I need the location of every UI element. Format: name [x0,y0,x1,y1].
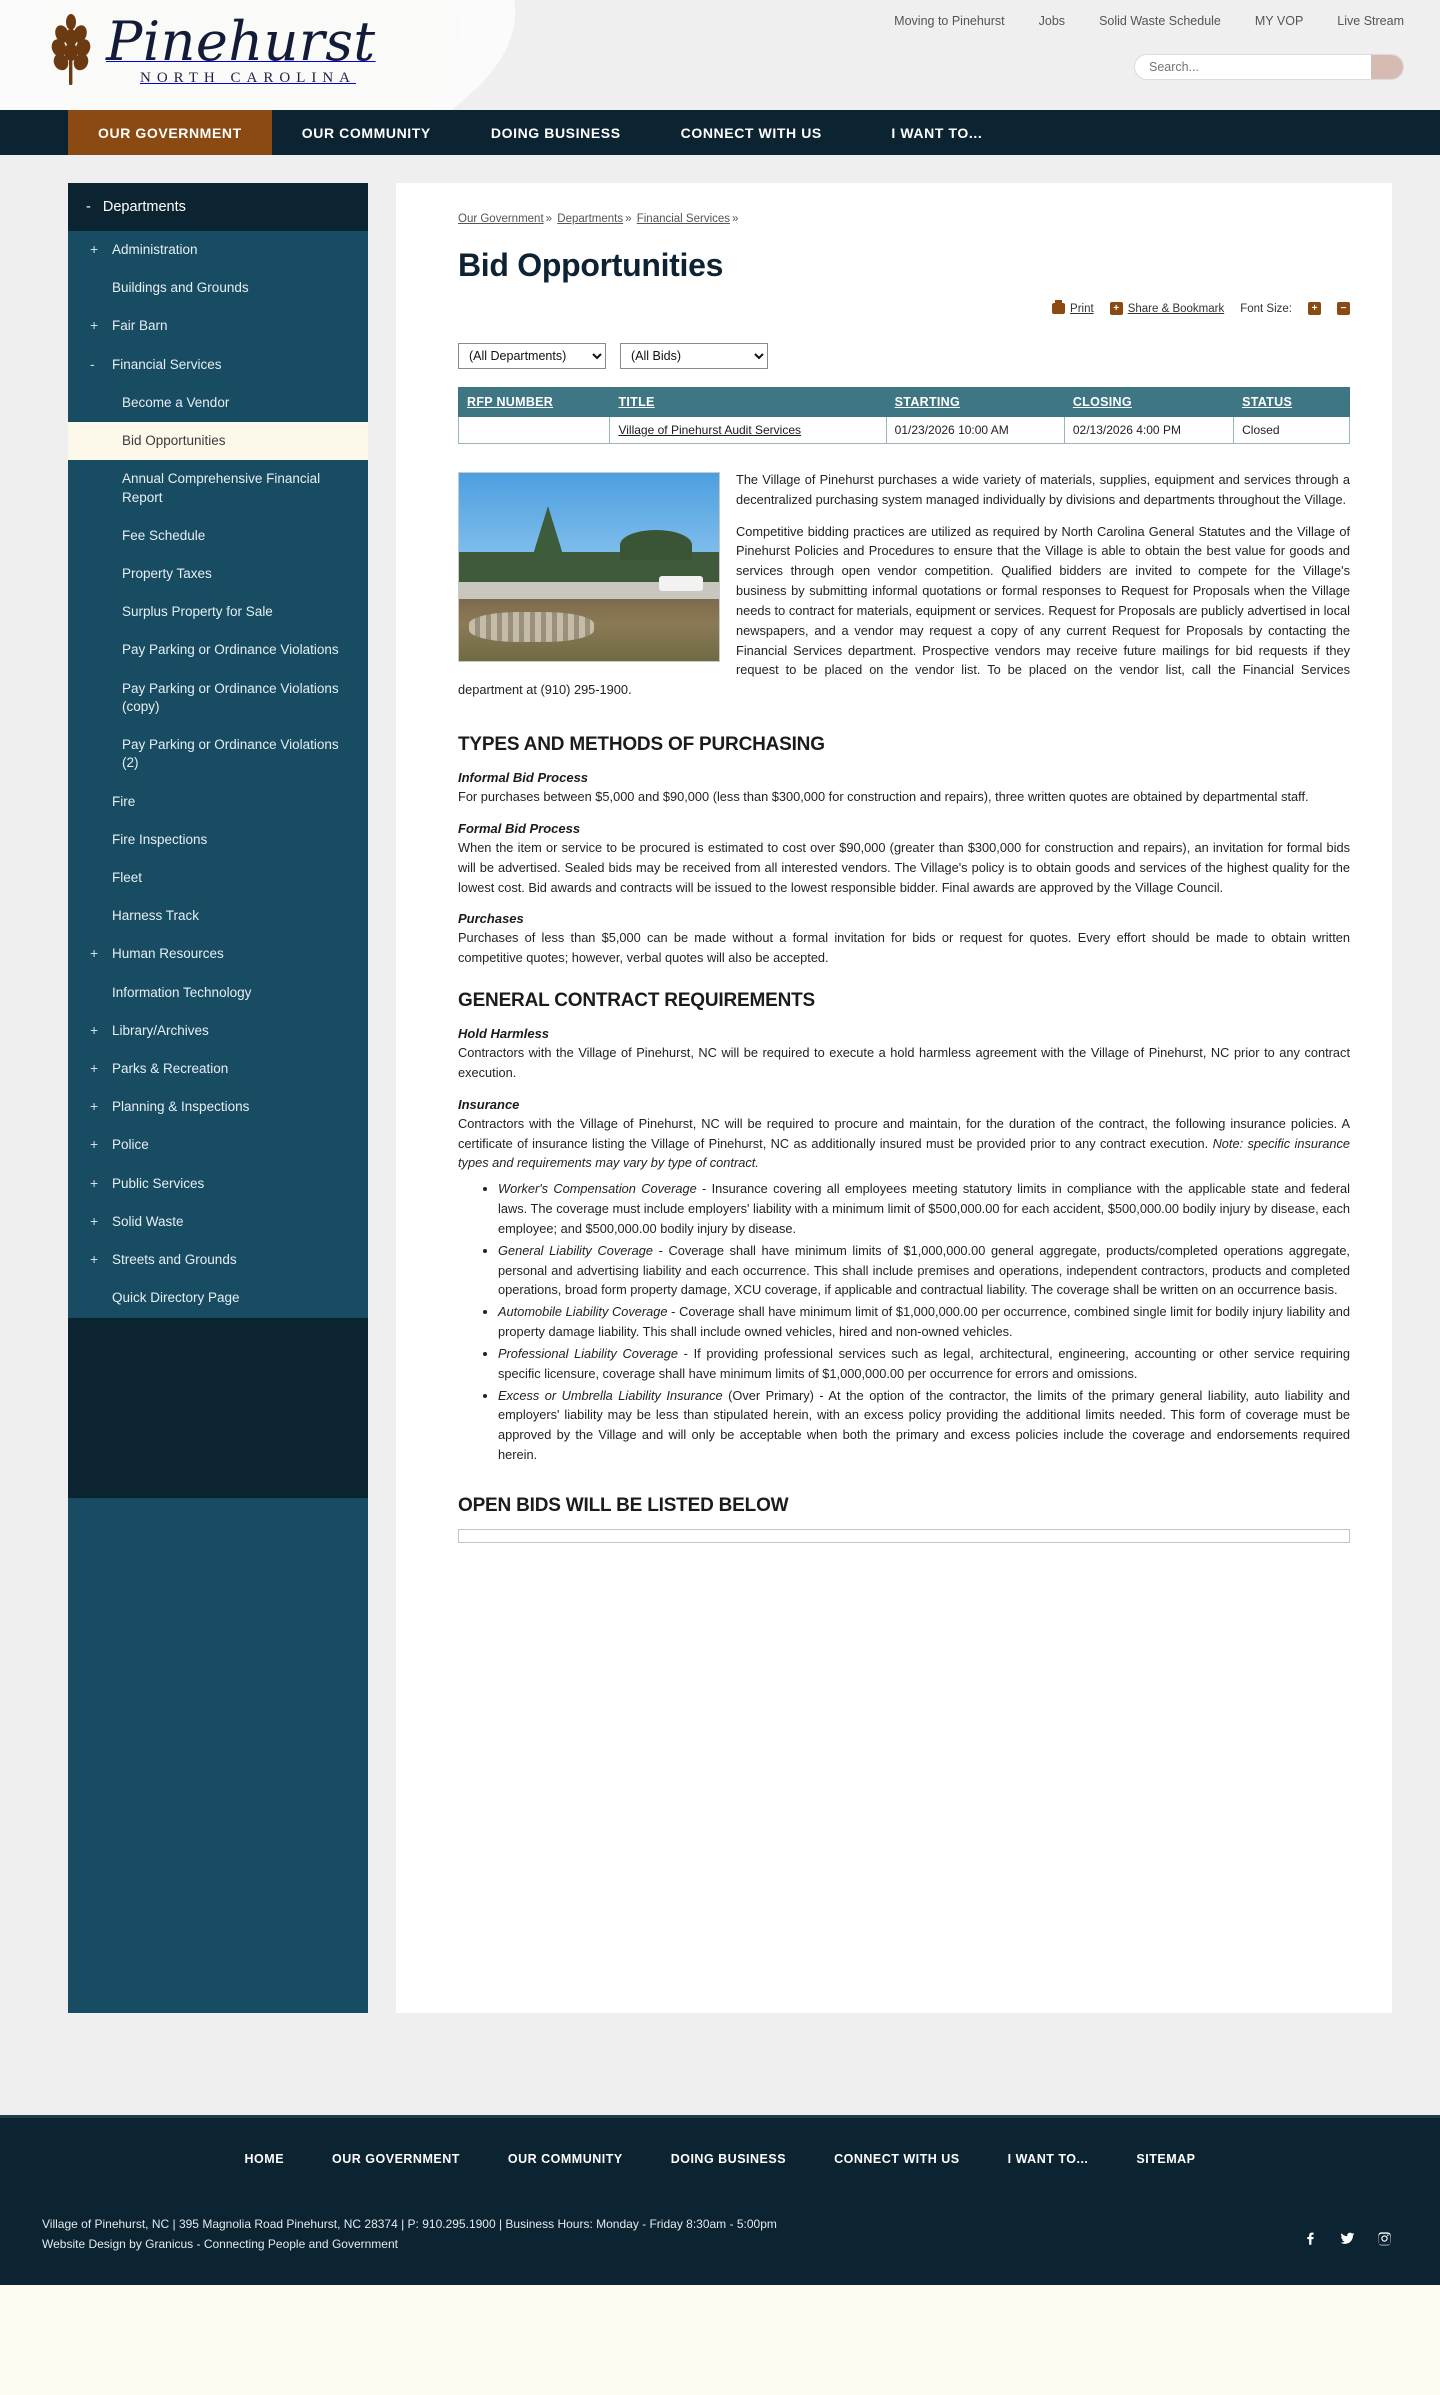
expand-toggle-icon[interactable]: + [90,1174,99,1191]
search-input[interactable] [1135,60,1371,74]
sidebar-item-parks-recreation[interactable] [68,1050,368,1088]
heading-insurance: Insurance [458,1096,520,1112]
sidebar-menu [68,231,368,1318]
sidebar-item-pay-parking-or-ordinance-violations[interactable] [68,631,368,669]
toggle-spacer [90,1289,102,1307]
insurance-coverage-list [458,1179,1350,1465]
sidebar-item-label: Public Services [112,1175,205,1191]
coverage-term: Excess or Umbrella Liability Insurance [498,1387,723,1403]
sidebar-item-public-services[interactable] [68,1165,368,1203]
expand-toggle-icon[interactable]: + [90,1021,99,1038]
breadcrumb [458,213,1350,225]
sidebar-item-label: Property Taxes [122,565,212,581]
utility-link-my-vop[interactable]: MY VOP [1254,14,1304,28]
footer-credit-line: Website Design by Granicus - Connecting People and Government [42,2237,398,2252]
coverage-item [498,1344,1350,1384]
breadcrumb-our-government[interactable]: Our Government [458,213,544,225]
intro-paragraph-2: Competitive bidding practices are utilized as required by North Carolina General Statutes and the Village of Pinehurst Policies and Procedures to ensure that the Village is able to obtain the best value for goods and services through open vendor competition. Qualified bidders are invited to compete for the Village's business by submitting informal quotations or formal responses to Request for Proposals when the Village needs to contract for materials, equipment or services. Request for Proposals are publicly advertised in local newspapers, and a vendor may request a copy of any current Request for Proposals by contacting the Financial Services department. Prospective vendors may receive future mailings for bid requests if they request to be placed on the vendor list. To be placed on the vendor list, call the Financial Services department at (910) 295-1900. [458,523,1350,698]
search-button[interactable] [1371,55,1403,79]
sidebar-item-property-taxes[interactable] [68,555,368,593]
sidebar-item-label: Human Resources [112,946,224,962]
sidebar-item-label: Pay Parking or Ordinance Violations [122,642,339,658]
utility-nav [894,14,1404,28]
heading-informal-bid-process: Informal Bid Process [458,770,589,786]
footer-link-sitemap[interactable]: SITEMAP [1136,2152,1196,2166]
sidebar-item-label: Fire Inspections [112,831,208,847]
table-row [459,417,1350,444]
coverage-item [498,1241,1350,1300]
cell-rfp-number [459,417,610,444]
cell-status: Closed [1234,417,1350,444]
text-informal-bid-process: For purchases between $5,000 and $90,000 (less than $300,000 for construction and repairs), three written quotes are obtained by departmental staff. [458,789,1309,805]
heading-types-and-methods: TYPES AND METHODS OF PURCHASING [458,734,825,756]
sidebar-item-label: Bid Opportunities [122,433,226,449]
breadcrumb-financial-services[interactable]: Financial Services [636,213,731,225]
sidebar-item-buildings-and-grounds[interactable] [68,269,368,307]
sidebar-item-label: Financial Services [112,356,222,372]
sidebar-item-label: Police [112,1137,149,1153]
expand-toggle-icon[interactable]: + [90,945,99,962]
coverage-item [498,1302,1350,1342]
sidebar-item-fire-inspections[interactable] [68,821,368,859]
text-purchases: Purchases of less than $5,000 can be made without a formal invitation for bids or request for quotes. Every effort should be made to obtain written competitive quotes; however, verbal quotes will also be accepted. [458,930,1350,966]
col-header-status[interactable] [1234,388,1350,417]
sidebar-item-label: Become a Vendor [122,394,230,410]
coverage-text: - Insurance covering all employees meeting statutory limits in compliance with the applicable state and federal laws. The coverage must include employers' liability with a minimum limit of $500,000.00 for each accident, $500,000.00 bodily injury by disease, each employee; and $500,000.00 bodily injury by disease. [498,1181,1350,1236]
heading-purchases: Purchases [458,911,524,927]
twitter-icon[interactable] [1340,2231,1355,2251]
sidebar-item-planning-inspections[interactable] [68,1088,368,1126]
sidebar-item-fee-schedule[interactable] [68,517,368,555]
col-header-rfp-number[interactable] [459,388,610,417]
sidebar-item-harness-track[interactable] [68,897,368,935]
sidebar-item-label: Planning & Inspections [112,1099,250,1115]
utility-link-solid-waste[interactable]: Solid Waste Schedule [1099,14,1221,28]
table-header-row [459,388,1350,417]
sidebar-item-fire[interactable] [68,783,368,821]
collapse-toggle-icon[interactable]: - [90,355,95,372]
utility-link-live-stream[interactable]: Live Stream [1337,14,1404,28]
print-label[interactable]: Print [1070,302,1094,315]
sidebar-item-label: Solid Waste [112,1213,184,1229]
text-insurance [458,1114,1350,1173]
expand-toggle-icon[interactable]: + [90,241,99,257]
coverage-text: - If providing professional services such as legal, architectural, engineering, accounting or other service requiring specific licensure, coverage shall have minimum limits of $1,000,000.00 per occurrence for errors and omissions. [498,1345,1350,1381]
text-hold-harmless: Contractors with the Village of Pinehurst, NC will be required to execute a hold harmless agreement with the Village of Pinehurst, NC prior to any contract execution. [458,1045,1350,1080]
sidebar-item-label: Parks & Recreation [112,1061,229,1077]
heading-general-contract-requirements: GENERAL CONTRACT REQUIREMENTS [458,990,815,1012]
sidebar-item-label: Pay Parking or Ordinance Violations (copy) [122,680,339,714]
breadcrumb-departments[interactable]: Departments [557,213,624,225]
sidebar-item-streets-and-grounds[interactable] [68,1241,368,1279]
heading-formal-bid-process: Formal Bid Process [458,820,581,836]
col-header-starting[interactable] [886,388,1064,417]
footer-link-connect-with-us[interactable]: CONNECT WITH US [834,2152,960,2166]
sidebar-item-bid-opportunities[interactable] [68,422,368,460]
cell-title [610,417,886,444]
coverage-text: - Coverage shall have minimum limit of $1,000,000.00 per occurrence, combined single limit for bodily injury liability and property damage liability. This shall include owned vehicles, hired and non-owned vehicles. [498,1304,1350,1340]
font-increase-button[interactable]: + [1308,302,1321,315]
sidebar-item-label: Library/Archives [112,1022,209,1038]
sidebar-item-surplus-property-for-sale[interactable] [68,593,368,631]
col-header-title-label[interactable]: TITLE [618,395,655,409]
footer-info [42,2214,777,2255]
sidebar-item-annual-comprehensive-financial-report[interactable] [68,460,368,516]
font-decrease-button[interactable]: − [1337,302,1350,315]
expand-toggle-icon[interactable]: + [90,1060,99,1077]
sidebar-item-label: Surplus Property for Sale [122,604,273,620]
page-body [0,155,1440,2115]
footer-link-our-community[interactable]: OUR COMMUNITY [507,2152,623,2166]
sidebar [68,183,368,2013]
pinecone-icon [48,14,94,86]
sidebar-item-label: Fee Schedule [122,527,206,543]
printer-icon [1052,303,1065,314]
expand-toggle-icon[interactable]: + [90,1212,99,1229]
footer-link-our-government[interactable]: OUR GOVERNMENT [332,2152,460,2166]
construction-photo [458,472,720,662]
site-logo[interactable] [48,9,376,86]
expand-toggle-icon[interactable]: + [90,317,99,334]
toggle-spacer [90,793,102,811]
coverage-item [498,1386,1350,1465]
sidebar-filler [68,1318,368,1498]
text-formal-bid-process: When the item or service to be procured is estimated to cost over $90,000 (greater than $300,000 for construction and repairs), an invitation for formal bids will be advertised. Sealed bids may be received from all interested vendors. The Village's policy is to obtain goods and services of the highest quality for the lowest cost. Bid awards and contracts will be issued to the lowest responsible bidder. Final awards are approved by the Village Council. [458,839,1350,895]
insurance-text-main: Contractors with the Village of Pinehurst, NC will be required to procure and maintain, for the duration of the contract, the following insurance policies. A certificate of insurance listing the Village of Pinehurst, NC as additionally insured must be provided prior to any contract execution. [458,1115,1350,1151]
sidebar-item-police[interactable] [68,1126,368,1164]
intro-paragraph-1: The Village of Pinehurst purchases a wide variety of materials, supplies, equipment and services through a decentralized purchasing system managed individually by divisions and departments throughout the Village. [736,472,1350,507]
toggle-spacer [90,279,102,297]
logo-wordmark: Pinehurst [106,9,376,73]
facebook-icon[interactable] [1303,2231,1318,2251]
toggle-spacer [90,831,102,849]
col-header-title[interactable] [610,388,886,417]
bottom-strip [0,2285,1440,2395]
sidebar-item-label: Quick Directory Page [112,1290,240,1306]
sidebar-item-label: Streets and Grounds [112,1252,237,1268]
nav-our-community[interactable]: OUR COMMUNITY [301,124,431,141]
sidebar-item-fair-barn[interactable] [68,307,368,345]
coverage-item [498,1179,1350,1238]
toggle-spacer [90,869,102,887]
sidebar-item-quick-directory-page[interactable] [68,1279,368,1317]
main-content [396,183,1392,2013]
bids-table [458,387,1350,444]
insurance-note: Note: specific insurance types and requirements may vary by type of contract. [458,1135,1350,1171]
footer-social-links [1303,2231,1392,2255]
col-header-rfp-number-label[interactable]: RFP NUMBER [467,395,554,409]
sidebar-item-solid-waste[interactable] [68,1203,368,1241]
plus-icon: + [1110,302,1123,315]
sidebar-header-departments[interactable] [68,183,368,231]
coverage-term: Professional Liability Coverage [498,1345,678,1361]
toggle-spacer [90,984,102,1002]
sidebar-item-information-technology[interactable] [68,974,368,1012]
nav-i-want-to[interactable]: I WANT TO... [891,124,983,141]
toggle-spacer [90,907,102,925]
sidebar-item-human-resources[interactable] [68,935,368,973]
sidebar-item-label: Fleet [112,869,143,885]
print-button[interactable] [1052,303,1094,315]
cell-closing: 02/13/2026 4:00 PM [1064,417,1233,444]
coverage-term: Automobile Liability Coverage [498,1304,668,1320]
sidebar-item-fleet[interactable] [68,859,368,897]
breadcrumb-sep-2: » [625,213,632,225]
coverage-text: - Coverage shall have minimum limits of $1,000,000.00 general aggregate, products/completed operations aggregate, personal and advertising liability and each occurrence. This shall include premises and operations, independent contractors, products and completed operations, broad form property damage, XCU coverage, if applicable and contractual liability. The coverage shall be written on an occurrence basis. [498,1242,1350,1298]
site-footer [0,2115,1440,2285]
sidebar-item-label: Buildings and Grounds [112,280,249,296]
search-box[interactable] [1134,54,1404,80]
expand-toggle-icon[interactable]: + [90,1251,99,1268]
share-bookmark-button[interactable] [1110,302,1225,315]
sidebar-item-label: Annual Comprehensive Financial Report [122,471,321,505]
font-size-label: Font Size: [1240,302,1292,315]
sidebar-item-financial-services[interactable] [68,346,368,384]
open-bids-placeholder [458,1529,1350,1543]
bids-filter-select[interactable] [620,343,768,369]
utility-link-moving[interactable]: Moving to Pinehurst [894,14,1005,28]
share-label[interactable]: Share & Bookmark [1127,302,1225,315]
sidebar-item-label: Harness Track [112,908,200,924]
department-filter-select[interactable] [458,343,606,369]
intro-body [458,470,1350,712]
sidebar-item-administration[interactable] [68,231,368,269]
site-header [0,0,1440,110]
sidebar-item-label: Administration [112,242,198,257]
bid-title-link[interactable]: Village of Pinehurst Audit Services [618,423,802,437]
expand-toggle-icon[interactable]: + [90,1098,99,1115]
bid-filters [458,343,1350,369]
sidebar-item-label: Information Technology [112,984,252,1000]
col-header-starting-label[interactable]: STARTING [894,395,961,409]
utility-link-jobs[interactable]: Jobs [1038,14,1066,28]
footer-link-doing-business[interactable]: DOING BUSINESS [670,2152,787,2166]
sidebar-item-label: Fair Barn [112,318,168,334]
sidebar-item-become-a-vendor[interactable] [68,384,368,422]
collapse-toggle-icon[interactable]: - [86,199,91,215]
sidebar-item-library-archives[interactable] [68,1012,368,1050]
col-header-closing[interactable] [1064,388,1233,417]
nav-our-government[interactable]: OUR GOVERNMENT [68,110,272,155]
breadcrumb-sep-1: » [545,213,553,225]
footer-address-line: Village of Pinehurst, NC | 395 Magnolia Road Pinehurst, NC 28374 | P: 910.295.1900 | Business Hours: Monday - Friday 8:30am - 5:00pm [42,2217,777,2231]
sidebar-item-label: Pay Parking or Ordinance Violations (2) [122,737,339,771]
footer-nav [0,2152,1440,2166]
sidebar-item-label: Fire [112,793,136,809]
coverage-term: Worker's Compensation Coverage [498,1181,697,1197]
heading-hold-harmless: Hold Harmless [458,1026,550,1042]
page-toolbar [458,302,1350,315]
col-header-closing-label[interactable]: CLOSING [1072,395,1132,409]
coverage-term: General Liability Coverage [498,1242,653,1258]
nav-connect-with-us[interactable]: CONNECT WITH US [680,124,822,141]
coverage-text: (Over Primary) - At the option of the contractor, the limits of the primary general liability, auto liability and employers' liability may be less than stipulated herein, with an excess policy providing the additional limits needed. This form of coverage must be approved by the Village and will only be acceptable when both the primary and excess policies include the coverage and endorsements required herein. [498,1387,1350,1462]
footer-link-home[interactable]: HOME [244,2152,285,2166]
footer-link-i-want-to[interactable]: I WANT TO... [1007,2152,1089,2166]
sidebar-item-pay-parking-or-ordinance-violations-copy[interactable] [68,670,368,726]
col-header-status-label[interactable]: STATUS [1242,395,1293,409]
sidebar-item-pay-parking-or-ordinance-violations-2[interactable] [68,726,368,782]
nav-doing-business[interactable]: DOING BUSINESS [490,124,621,141]
sidebar-header-label: Departments [102,199,186,215]
heading-open-bids: OPEN BIDS WILL BE LISTED BELOW [458,1494,789,1516]
expand-toggle-icon[interactable]: + [90,1136,99,1153]
cell-starting: 01/23/2026 10:00 AM [886,417,1064,444]
instagram-icon[interactable] [1377,2231,1392,2251]
page-title: Bid Opportunities [458,247,724,283]
logo-subtitle: NORTH CAROLINA [140,69,357,86]
breadcrumb-sep-3: » [732,213,739,225]
primary-nav [0,110,1440,155]
